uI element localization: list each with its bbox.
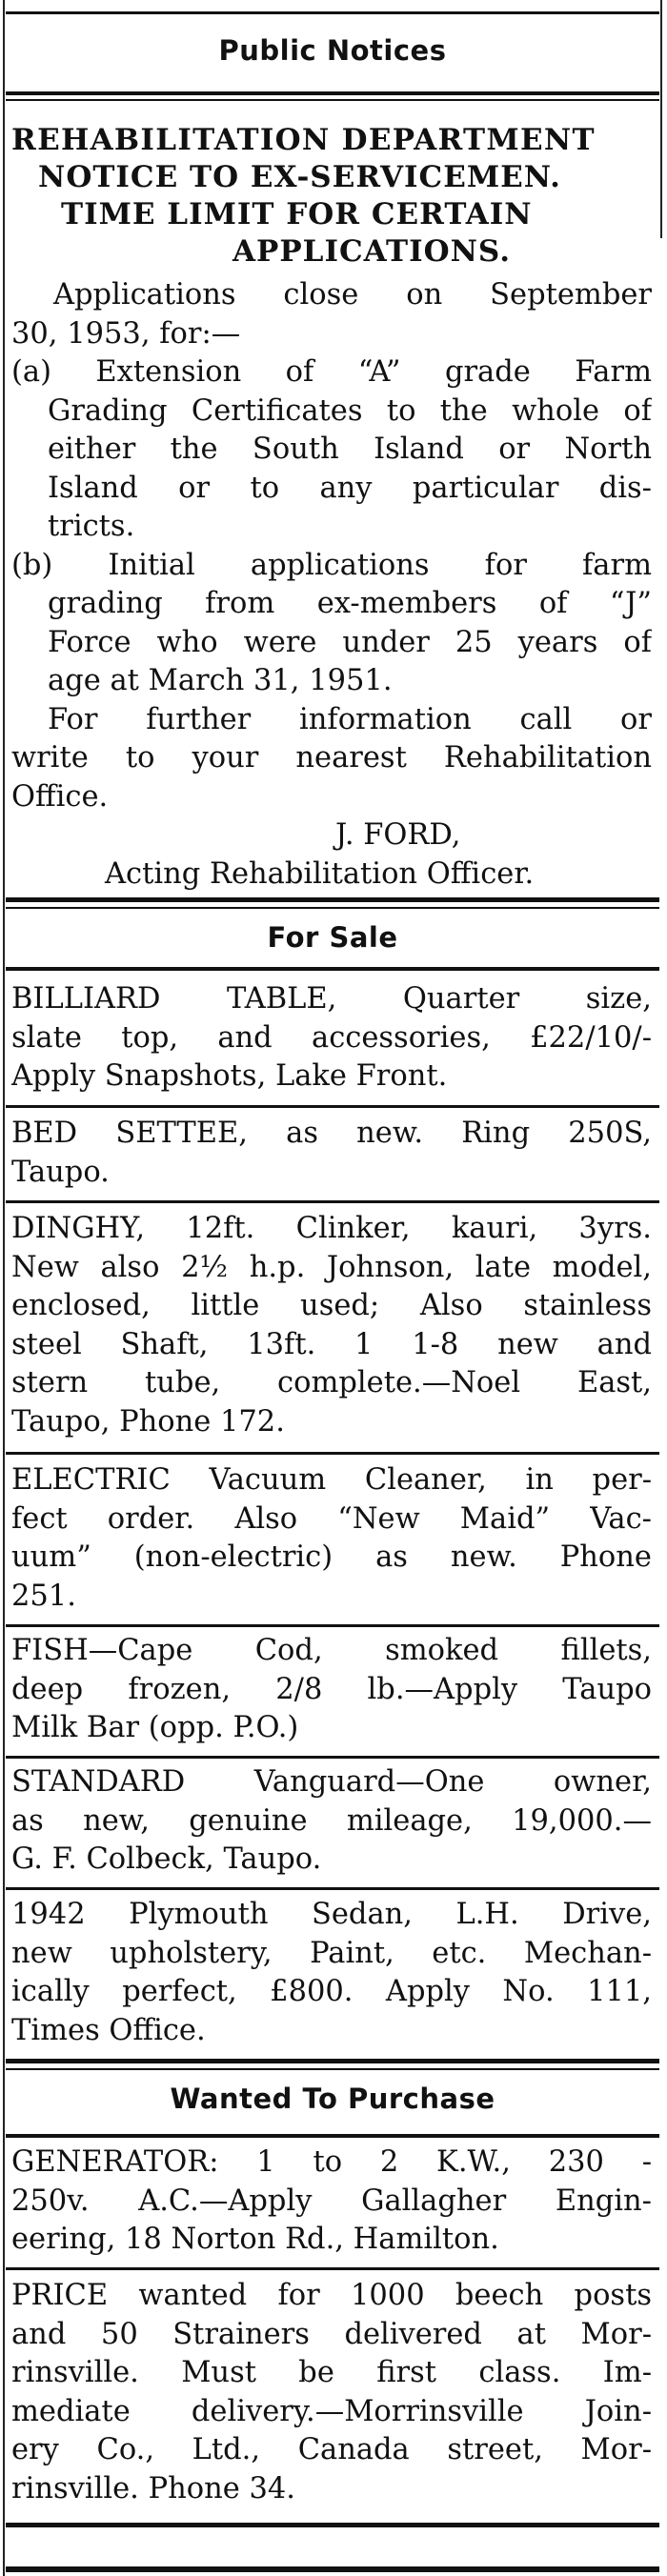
ad-line: Taupo, Phone 172. xyxy=(11,1404,285,1439)
ad-line: steel Shaft, 13ft. 1 1-8 new and xyxy=(11,1327,652,1361)
divider xyxy=(6,1200,659,1203)
notice-body-line: (b) Initial applications for farm xyxy=(11,548,652,582)
divider xyxy=(6,99,659,101)
ad-line: Milk Bar (opp. P.O.) xyxy=(11,1711,299,1744)
ad-line: uum” (non-electric) as new. Phone xyxy=(11,1540,652,1574)
notice-title-line: TIME LIMIT FOR CERTAIN xyxy=(61,197,533,231)
ad-line: DINGHY, 12ft. Clinker, kauri, 3yrs. xyxy=(11,1212,652,1245)
bottom-rule xyxy=(6,2566,659,2572)
signature-name: J. FORD, xyxy=(335,818,461,852)
ad-line: fect order. Also “New Maid” Vac- xyxy=(11,1501,652,1536)
ad-line: slate top, and accessories, £22/10/- xyxy=(11,1020,652,1055)
divider xyxy=(6,2134,659,2138)
notice-title-line: NOTICE TO EX-SERVICEMEN. xyxy=(38,160,561,194)
bottom-rule xyxy=(6,2523,659,2527)
ad-line: new upholstery, Paint, etc. Mechan- xyxy=(11,1936,652,1970)
ad-line: BED SETTEE, as new. Ring 250S, xyxy=(11,1117,652,1150)
ad-billiard-table xyxy=(11,980,652,1097)
notice-title xyxy=(11,122,652,271)
ad-line: FISH—Cape Cod, smoked fillets, xyxy=(11,1634,652,1667)
ad-electric-vacuum xyxy=(11,1461,652,1616)
notice-body-line: 30, 1953, for:— xyxy=(11,316,241,351)
divider xyxy=(6,1105,659,1108)
notice-body-line: age at March 31, 1951. xyxy=(48,664,393,697)
ad-dinghy xyxy=(11,1210,652,1441)
section-header-for-sale: For Sale xyxy=(267,921,398,954)
divider xyxy=(6,1452,659,1455)
signature-title: Acting Rehabilitation Officer. xyxy=(105,856,535,891)
divider xyxy=(6,2068,659,2070)
notice-body-line: grading from ex-members of “J” xyxy=(48,587,652,620)
divider xyxy=(6,2267,659,2270)
ad-line: BILLIARD TABLE, Quarter size, xyxy=(11,982,652,1016)
section-header-wanted: Wanted To Purchase xyxy=(170,2083,495,2115)
notice-body-line: Applications close on September xyxy=(53,278,652,312)
divider xyxy=(6,1887,659,1890)
divider xyxy=(6,907,659,909)
divider xyxy=(6,2059,659,2063)
top-rule xyxy=(6,11,659,14)
notice-title-line: REHABILITATION DEPARTMENT xyxy=(11,123,596,157)
notice-body-line: Force who were under 25 years of xyxy=(48,625,652,659)
ad-line: STANDARD Vanguard—One owner, xyxy=(11,1765,652,1799)
ad-line: GENERATOR: 1 to 2 K.W., 230 - xyxy=(11,2145,652,2179)
divider xyxy=(6,91,659,95)
column-rule-left xyxy=(3,0,5,2576)
ad-bed-settee xyxy=(11,1115,652,1192)
ad-line: rinsville. Must be first class. Im- xyxy=(11,2356,652,2389)
ad-line: ery Co., Ltd., Canada street, Mor- xyxy=(11,2433,652,2466)
ad-line: mediate delivery.—Morrinsville Join- xyxy=(11,2394,652,2428)
divider xyxy=(6,897,659,902)
column-rule-right xyxy=(660,0,662,238)
notice-body-line: write to your nearest Rehabilitation xyxy=(11,741,652,775)
ad-line: and 50 Strainers delivered at Mor- xyxy=(11,2317,652,2351)
notice-body-line: For further information call or xyxy=(48,702,652,736)
ad-line: Apply Snapshots, Lake Front. xyxy=(11,1059,448,1093)
section-header-public-notices: Public Notices xyxy=(218,34,447,67)
ad-line: 251. xyxy=(11,1579,76,1613)
notice-body-line: either the South Island or North xyxy=(48,433,652,466)
ad-line: Taupo. xyxy=(11,1155,110,1189)
divider xyxy=(6,967,659,971)
ad-line: eering, 18 Norton Rd., Hamilton. xyxy=(11,2223,499,2256)
notice-body xyxy=(11,276,652,894)
ad-line: PRICE wanted for 1000 beech posts xyxy=(11,2279,652,2312)
ad-plymouth-sedan xyxy=(11,1896,652,2050)
ad-line: as new, genuine mileage, 19,000.— xyxy=(11,1803,652,1838)
ad-line: 250v. A.C.—Apply Gallagher Engin- xyxy=(11,2184,652,2218)
ad-line: Times Office. xyxy=(11,2013,206,2047)
divider xyxy=(6,1756,659,1759)
notice-body-line: Office. xyxy=(11,779,109,814)
ad-line: 1942 Plymouth Sedan, L.H. Drive, xyxy=(11,1898,652,1931)
notice-title-line: APPLICATIONS. xyxy=(232,234,511,269)
ad-standard-vanguard xyxy=(11,1763,652,1880)
ad-line: deep frozen, 2/8 lb.—Apply Taupo xyxy=(11,1672,652,1706)
ad-line: enclosed, little used; Also stainless xyxy=(11,1289,652,1322)
ad-line: New also 2½ h.p. Johnson, late model, xyxy=(11,1250,652,1284)
ad-line: ically perfect, £800. Apply No. 111, xyxy=(11,1975,652,2008)
notice-body-line: Island or to any particular dis- xyxy=(48,471,652,505)
divider xyxy=(6,1624,659,1627)
ad-line: ELECTRIC Vacuum Cleaner, in per- xyxy=(11,1463,652,1497)
ad-fish xyxy=(11,1632,652,1748)
ad-line: rinsville. Phone 34. xyxy=(11,2471,295,2506)
ad-line: G. F. Colbeck, Taupo. xyxy=(11,1842,322,1876)
notice-body-line: tricts. xyxy=(48,510,135,543)
ad-line: stern tube, complete.—Noel East, xyxy=(11,1366,652,1399)
ad-beech-posts xyxy=(11,2277,652,2508)
notice-body-line: (a) Extension of “A” grade Farm xyxy=(11,355,652,389)
ad-generator xyxy=(11,2143,652,2260)
notice-body-line: Grading Certificates to the whole of xyxy=(48,393,652,428)
